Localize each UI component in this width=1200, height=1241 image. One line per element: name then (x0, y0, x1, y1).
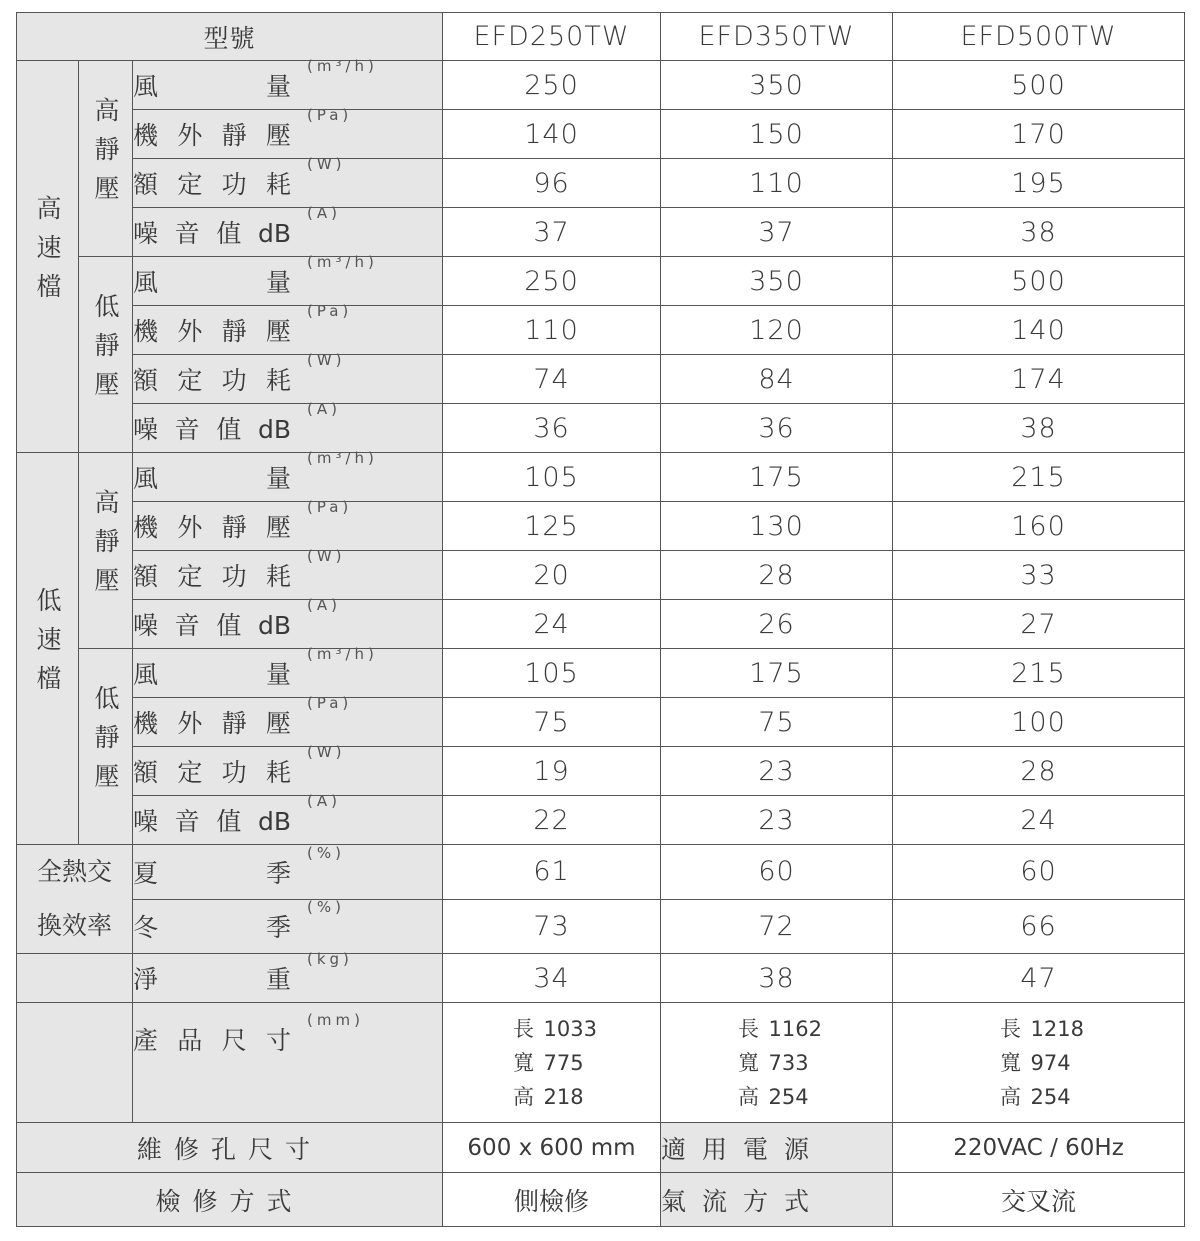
cell-value: 100 (893, 698, 1185, 747)
param-power: 額定功耗(W) (133, 551, 443, 600)
group-low-static: 低靜壓 (79, 257, 133, 453)
table-row (17, 159, 1185, 208)
service-method-label: 檢修方式 (17, 1173, 443, 1227)
param-airflow: 風量(m³/h) (133, 649, 443, 698)
cell-value: 38 (893, 208, 1185, 257)
table-row (17, 1173, 1185, 1227)
cell-value: 175 (661, 649, 893, 698)
cell-value: 28 (893, 747, 1185, 796)
cell-value: 84 (661, 355, 893, 404)
param-power: 額定功耗(W) (133, 159, 443, 208)
cell-value: 34 (443, 954, 661, 1003)
efficiency-label-line1: 全熱交 (36, 857, 112, 886)
cell-value: 500 (893, 257, 1185, 306)
table-row (17, 899, 1185, 954)
cell-value: 75 (443, 698, 661, 747)
param-size: 產品尺寸(mm) (133, 1003, 443, 1123)
table-row (17, 1123, 1185, 1173)
cell-value: 73 (443, 899, 661, 954)
table-row (17, 61, 1185, 110)
param-static-pressure: 機外靜壓(Pa) (133, 502, 443, 551)
cell-value: 60 (661, 845, 893, 900)
group-high-static: 高靜壓 (79, 453, 133, 649)
param-static-pressure: 機外靜壓(Pa) (133, 698, 443, 747)
table-row (17, 257, 1185, 306)
cell-value: 19 (443, 747, 661, 796)
cell-value: 23 (661, 796, 893, 845)
model-3: EFD500TW (893, 13, 1185, 61)
cell-value: 72 (661, 899, 893, 954)
cell-value: 150 (661, 110, 893, 159)
param-noise: 噪音值dB(A) (133, 796, 443, 845)
group-low-static: 低靜壓 (79, 649, 133, 845)
cell-value: 500 (893, 61, 1185, 110)
cell-value: 140 (443, 110, 661, 159)
cell-value: 61 (443, 845, 661, 900)
cell-value: 105 (443, 649, 661, 698)
param-summer: 夏季(%) (133, 845, 443, 900)
size-spacer (17, 1003, 133, 1123)
cell-value: 74 (443, 355, 661, 404)
hatch-size-value: 600 x 600 mm (443, 1123, 661, 1173)
table-row (17, 796, 1185, 845)
cell-value: 20 (443, 551, 661, 600)
cell-value: 60 (893, 845, 1185, 900)
model-2: EFD350TW (661, 13, 893, 61)
spec-table (16, 12, 1185, 1227)
group-low-speed: 低速檔 (17, 453, 79, 845)
size-cell-3: 長 1218 寬 974 高 254 (893, 1003, 1185, 1123)
table-row (17, 954, 1185, 1003)
table-row (17, 453, 1185, 502)
table-row (17, 306, 1185, 355)
cell-value: 36 (443, 404, 661, 453)
model-1: EFD250TW (443, 13, 661, 61)
weight-spacer (17, 954, 133, 1003)
cell-value: 28 (661, 551, 893, 600)
group-high-speed: 高速檔 (17, 61, 79, 453)
efficiency-label (17, 845, 133, 954)
service-method-value: 側檢修 (443, 1173, 661, 1227)
param-power: 額定功耗(W) (133, 747, 443, 796)
param-noise: 噪音值dB(A) (133, 600, 443, 649)
cell-value: 24 (443, 600, 661, 649)
cell-value: 37 (443, 208, 661, 257)
cell-value: 174 (893, 355, 1185, 404)
airflow-method-value: 交叉流 (893, 1173, 1185, 1227)
param-noise: 噪音值dB(A) (133, 404, 443, 453)
table-row (17, 208, 1185, 257)
table-row (17, 110, 1185, 159)
cell-value: 36 (661, 404, 893, 453)
cell-value: 33 (893, 551, 1185, 600)
group-high-static: 高靜壓 (79, 61, 133, 257)
size-cell-2: 長 1162 寬 733 高 254 (661, 1003, 893, 1123)
cell-value: 22 (443, 796, 661, 845)
cell-value: 75 (661, 698, 893, 747)
param-static-pressure: 機外靜壓(Pa) (133, 306, 443, 355)
cell-value: 140 (893, 306, 1185, 355)
model-label: 型號 (17, 13, 443, 61)
cell-value: 250 (443, 257, 661, 306)
cell-value: 105 (443, 453, 661, 502)
cell-value: 350 (661, 257, 893, 306)
cell-value: 47 (893, 954, 1185, 1003)
cell-value: 160 (893, 502, 1185, 551)
cell-value: 130 (661, 502, 893, 551)
param-power: 額定功耗(W) (133, 355, 443, 404)
table-row (17, 600, 1185, 649)
cell-value: 23 (661, 747, 893, 796)
param-airflow: 風量(m³/h) (133, 453, 443, 502)
param-weight: 淨重(kg) (133, 954, 443, 1003)
cell-value: 350 (661, 61, 893, 110)
cell-value: 195 (893, 159, 1185, 208)
hatch-size-label: 維修孔尺寸 (17, 1123, 443, 1173)
param-static-pressure: 機外靜壓(Pa) (133, 110, 443, 159)
table-row (17, 698, 1185, 747)
table-row (17, 502, 1185, 551)
power-source-label: 適用電源 (661, 1123, 893, 1173)
table-row (17, 404, 1185, 453)
cell-value: 66 (893, 899, 1185, 954)
cell-value: 120 (661, 306, 893, 355)
cell-value: 110 (443, 306, 661, 355)
table-row (17, 649, 1185, 698)
cell-value: 24 (893, 796, 1185, 845)
param-winter: 冬季(%) (133, 899, 443, 954)
efficiency-label-line2: 換效率 (36, 911, 112, 940)
cell-value: 215 (893, 453, 1185, 502)
cell-value: 110 (661, 159, 893, 208)
size-cell-1: 長 1033 寬 775 高 218 (443, 1003, 661, 1123)
cell-value: 96 (443, 159, 661, 208)
table-row (17, 747, 1185, 796)
table-row (17, 1003, 1185, 1123)
cell-value: 250 (443, 61, 661, 110)
table-row (17, 551, 1185, 600)
cell-value: 215 (893, 649, 1185, 698)
cell-value: 37 (661, 208, 893, 257)
cell-value: 175 (661, 453, 893, 502)
cell-value: 27 (893, 600, 1185, 649)
table-row (17, 845, 1185, 900)
param-noise: 噪音值dB(A) (133, 208, 443, 257)
cell-value: 38 (893, 404, 1185, 453)
airflow-method-label: 氣流方式 (661, 1173, 893, 1227)
cell-value: 170 (893, 110, 1185, 159)
cell-value: 125 (443, 502, 661, 551)
cell-value: 26 (661, 600, 893, 649)
cell-value: 38 (661, 954, 893, 1003)
header-row (17, 13, 1185, 61)
power-source-value: 220VAC / 60Hz (893, 1123, 1185, 1173)
table-row (17, 355, 1185, 404)
param-airflow: 風量(m³/h) (133, 61, 443, 110)
param-airflow: 風量(m³/h) (133, 257, 443, 306)
